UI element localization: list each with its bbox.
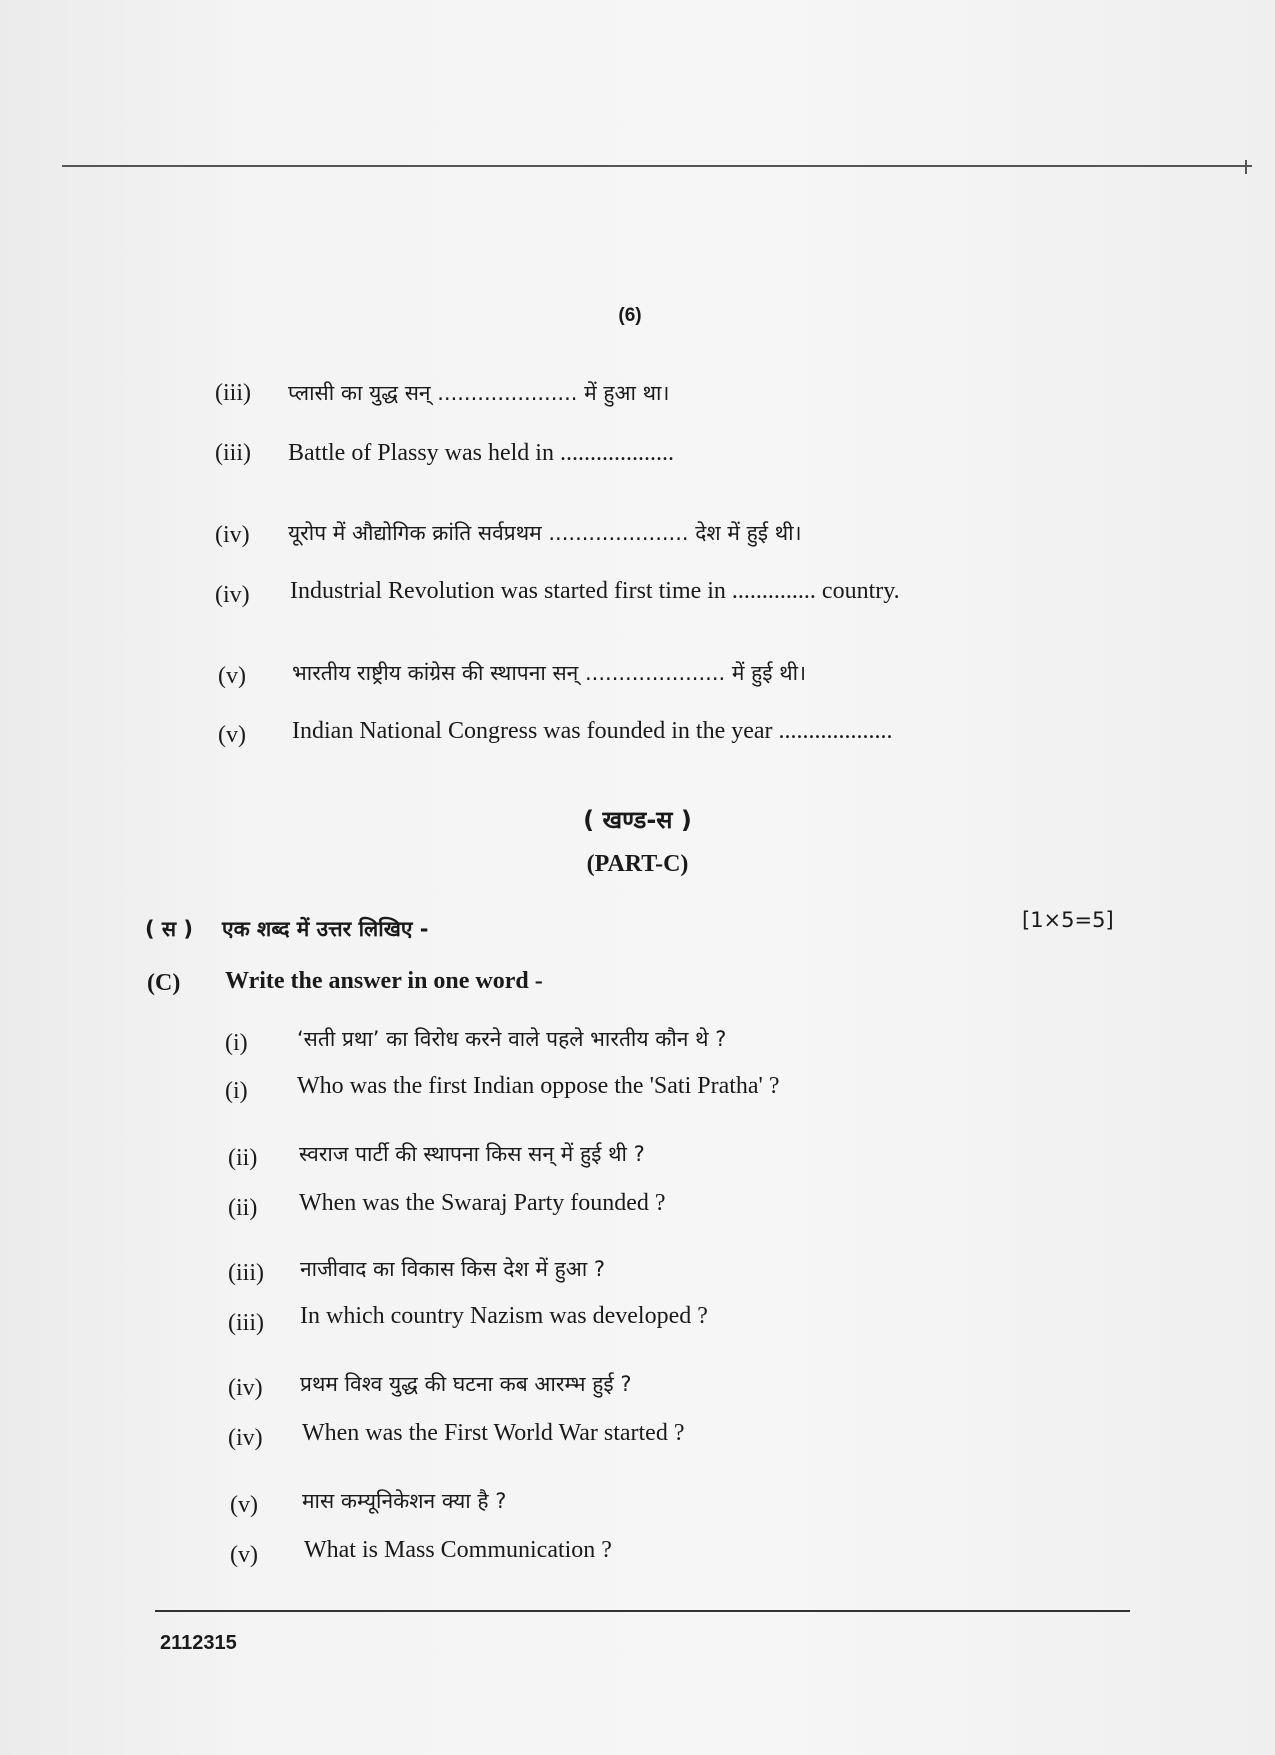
question-english: Who was the first Indian oppose the 'Sati Pratha' ?: [297, 1073, 780, 1099]
fill-blank-english: Industrial Revolution was started first time in .............. country.: [290, 578, 900, 604]
fill-blank-hindi: प्लासी का युद्ध सन् ..................... में हुआ था।: [288, 381, 670, 405]
question-english: When was the Swaraj Party founded ?: [299, 1190, 666, 1216]
question-number: (iii): [228, 1310, 264, 1336]
fill-blank-number: (iii): [215, 440, 251, 466]
paper-code: 2112315: [160, 1632, 237, 1654]
fill-blank-number: (iv): [215, 582, 250, 608]
top-divider-tick: [1245, 160, 1247, 174]
question-number: (i): [225, 1030, 248, 1056]
question-hindi: स्वराज पार्टी की स्थापना किस सन् में हुई थी ?: [299, 1142, 645, 1166]
question-number: (v): [230, 1542, 258, 1568]
question-hindi: प्रथम विश्व युद्ध की घटना कब आरम्भ हुई ?: [300, 1372, 632, 1396]
question-english: In which country Nazism was developed ?: [300, 1303, 708, 1329]
question-number: (iv): [228, 1425, 263, 1451]
question-english: When was the First World War started ?: [302, 1420, 685, 1446]
section-label-hindi: ( स ): [145, 917, 194, 941]
section-title-hindi: ( खण्ड-स ): [583, 806, 692, 834]
top-divider: [62, 165, 1252, 167]
fill-blank-number: (v): [218, 722, 246, 748]
question-number: (ii): [228, 1145, 258, 1171]
question-number: (iv): [228, 1375, 263, 1401]
instruction-english: Write the answer in one word -: [225, 968, 543, 994]
question-hindi: नाजीवाद का विकास किस देश में हुआ ?: [300, 1257, 606, 1281]
question-number: (i): [225, 1078, 248, 1104]
page-number: (6): [618, 305, 642, 326]
section-title-english: (PART-C): [586, 851, 689, 877]
fill-blank-hindi: यूरोप में औद्योगिक क्रांति सर्वप्रथम ..................... देश में हुई थी।: [288, 521, 802, 545]
fill-blank-number: (v): [218, 663, 246, 689]
marks-allocation: [1×5=5]: [1022, 908, 1114, 932]
bottom-divider: [155, 1610, 1130, 1612]
question-number: (iii): [228, 1260, 264, 1286]
question-number: (ii): [228, 1195, 258, 1221]
question-hindi: मास कम्यूनिकेशन क्या है ?: [302, 1489, 507, 1513]
question-english: What is Mass Communication ?: [304, 1537, 612, 1563]
fill-blank-english: Battle of Plassy was held in ...................: [288, 440, 674, 466]
question-hindi: ‘सती प्रथा’ का विरोध करने वाले पहले भारतीय कौन थे ?: [297, 1027, 727, 1051]
instruction-hindi: एक शब्द में उत्तर लिखिए -: [222, 917, 429, 941]
fill-blank-number: (iii): [215, 380, 251, 406]
fill-blank-number: (iv): [215, 522, 250, 548]
fill-blank-english: Indian National Congress was founded in the year ...................: [292, 718, 893, 744]
fill-blank-hindi: भारतीय राष्ट्रीय कांग्रेस की स्थापना सन् ..................... में हुई थी।: [292, 661, 807, 685]
section-label-english: (C): [147, 970, 181, 996]
question-number: (v): [230, 1492, 258, 1518]
